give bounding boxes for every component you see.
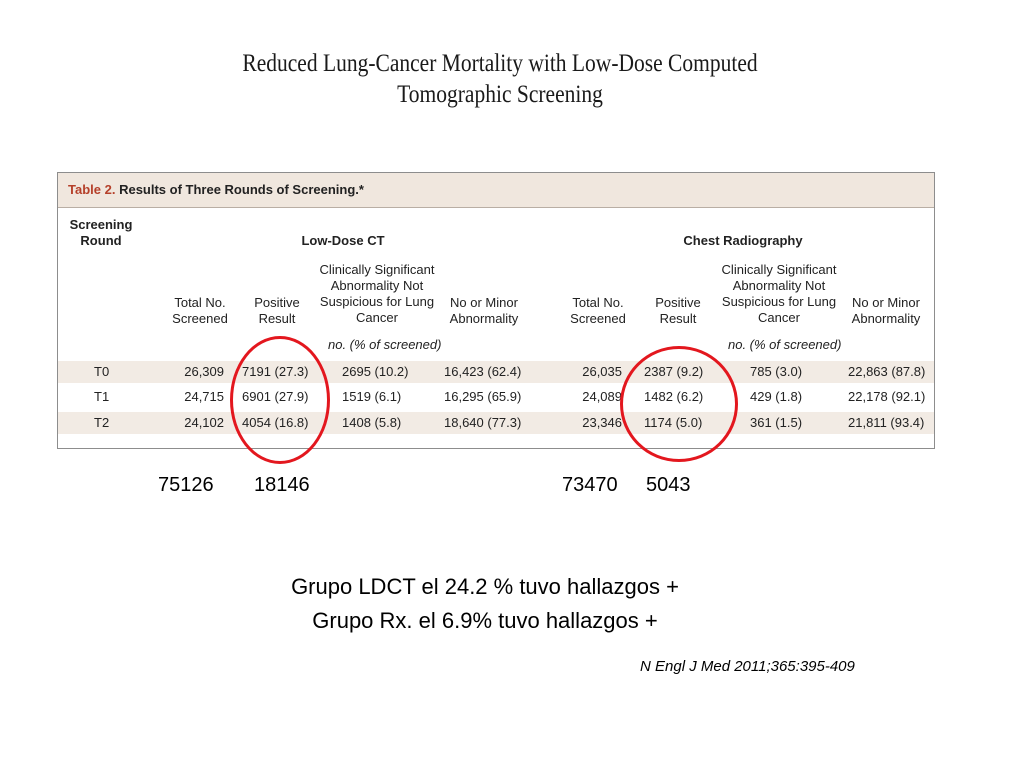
cell-round: T0 bbox=[94, 364, 110, 379]
table-row bbox=[58, 386, 934, 408]
cell-ct-total: 26,309 bbox=[184, 364, 224, 379]
header-ct-positive: Positive Result bbox=[254, 295, 300, 326]
header-rx-total: Total No. Screened bbox=[570, 295, 626, 326]
sum-rx-positive: 5043 bbox=[646, 474, 691, 496]
header-ct-total: Total No. Screened bbox=[172, 295, 228, 326]
title-line-2: Tomographic Screening bbox=[397, 81, 603, 108]
cell-rx-nominor: 22,178 (92.1) bbox=[848, 389, 926, 404]
cell-ct-nominor: 16,423 (62.4) bbox=[444, 364, 522, 379]
summary-text bbox=[0, 570, 970, 638]
cell-ct-positive: 7191 (27.3) bbox=[242, 364, 309, 379]
sum-ct-positive: 18146 bbox=[254, 474, 310, 496]
sum-ct-total: 75126 bbox=[158, 474, 214, 496]
title-line-1: Reduced Lung-Cancer Mortality with Low-Dose Computed bbox=[242, 50, 758, 77]
header-rx-positive: Positive Result bbox=[655, 295, 701, 326]
table-caption-text: Results of Three Rounds of Screening.* bbox=[119, 182, 364, 197]
cell-rx-clinical: 785 (3.0) bbox=[750, 364, 803, 379]
cell-ct-positive: 4054 (16.8) bbox=[242, 415, 309, 430]
unit-rx: no. (% of screened) bbox=[728, 337, 842, 352]
cell-rx-positive: 2387 (9.2) bbox=[644, 364, 704, 379]
highlight-circle-rx-positive bbox=[620, 346, 738, 462]
table-row bbox=[58, 361, 934, 383]
header-rx-clinical: Clinically Significant Abnormality Not Suspicious for Lung Cancer bbox=[721, 262, 837, 325]
cell-rx-total: 26,035 bbox=[582, 364, 622, 379]
cell-rx-total: 24,089 bbox=[582, 389, 622, 404]
header-group-ct: Low-Dose CT bbox=[301, 233, 385, 248]
sum-rx-total: 73470 bbox=[562, 474, 618, 496]
summary-line-1: Grupo LDCT el 24.2 % tuvo hallazgos + bbox=[291, 574, 679, 599]
cell-ct-clinical: 1408 (5.8) bbox=[342, 415, 402, 430]
cell-rx-clinical: 429 (1.8) bbox=[750, 389, 803, 404]
table-caption bbox=[58, 173, 934, 208]
summary-line-2: Grupo Rx. el 6.9% tuvo hallazgos + bbox=[312, 608, 658, 633]
cell-rx-total: 23,346 bbox=[582, 415, 622, 430]
header-ct-clinical: Clinically Significant Abnormality Not Suspicious for Lung Cancer bbox=[319, 262, 435, 325]
cell-rx-positive: 1174 (5.0) bbox=[644, 415, 703, 430]
cell-round: T2 bbox=[94, 415, 110, 430]
header-ct-nominor: No or Minor Abnormality bbox=[449, 295, 519, 326]
cell-rx-clinical: 361 (1.5) bbox=[750, 415, 803, 430]
cell-ct-total: 24,102 bbox=[184, 415, 224, 430]
cell-ct-total: 24,715 bbox=[184, 389, 224, 404]
cell-rx-nominor: 21,811 (93.4) bbox=[848, 415, 925, 430]
header-rx-nominor: No or Minor Abnormality bbox=[851, 295, 921, 326]
header-group-rx: Chest Radiography bbox=[683, 233, 803, 248]
highlight-circle-ct-positive bbox=[230, 336, 330, 464]
unit-ct: no. (% of screened) bbox=[328, 337, 442, 352]
results-table bbox=[57, 172, 935, 449]
cell-rx-positive: 1482 (6.2) bbox=[644, 389, 704, 404]
table-label: Table 2. bbox=[68, 182, 116, 197]
cell-ct-positive: 6901 (27.9) bbox=[242, 389, 309, 404]
slide-title bbox=[70, 48, 930, 110]
table-row bbox=[58, 412, 934, 434]
citation: N Engl J Med 2011;365:395-409 bbox=[640, 658, 855, 675]
cell-ct-clinical: 2695 (10.2) bbox=[342, 364, 409, 379]
cell-round: T1 bbox=[94, 389, 110, 404]
cell-ct-clinical: 1519 (6.1) bbox=[342, 389, 402, 404]
cell-rx-nominor: 22,863 (87.8) bbox=[848, 364, 926, 379]
header-screening-round: Screening Round bbox=[69, 217, 133, 248]
cell-ct-nominor: 18,640 (77.3) bbox=[444, 415, 522, 430]
cell-ct-nominor: 16,295 (65.9) bbox=[444, 389, 522, 404]
